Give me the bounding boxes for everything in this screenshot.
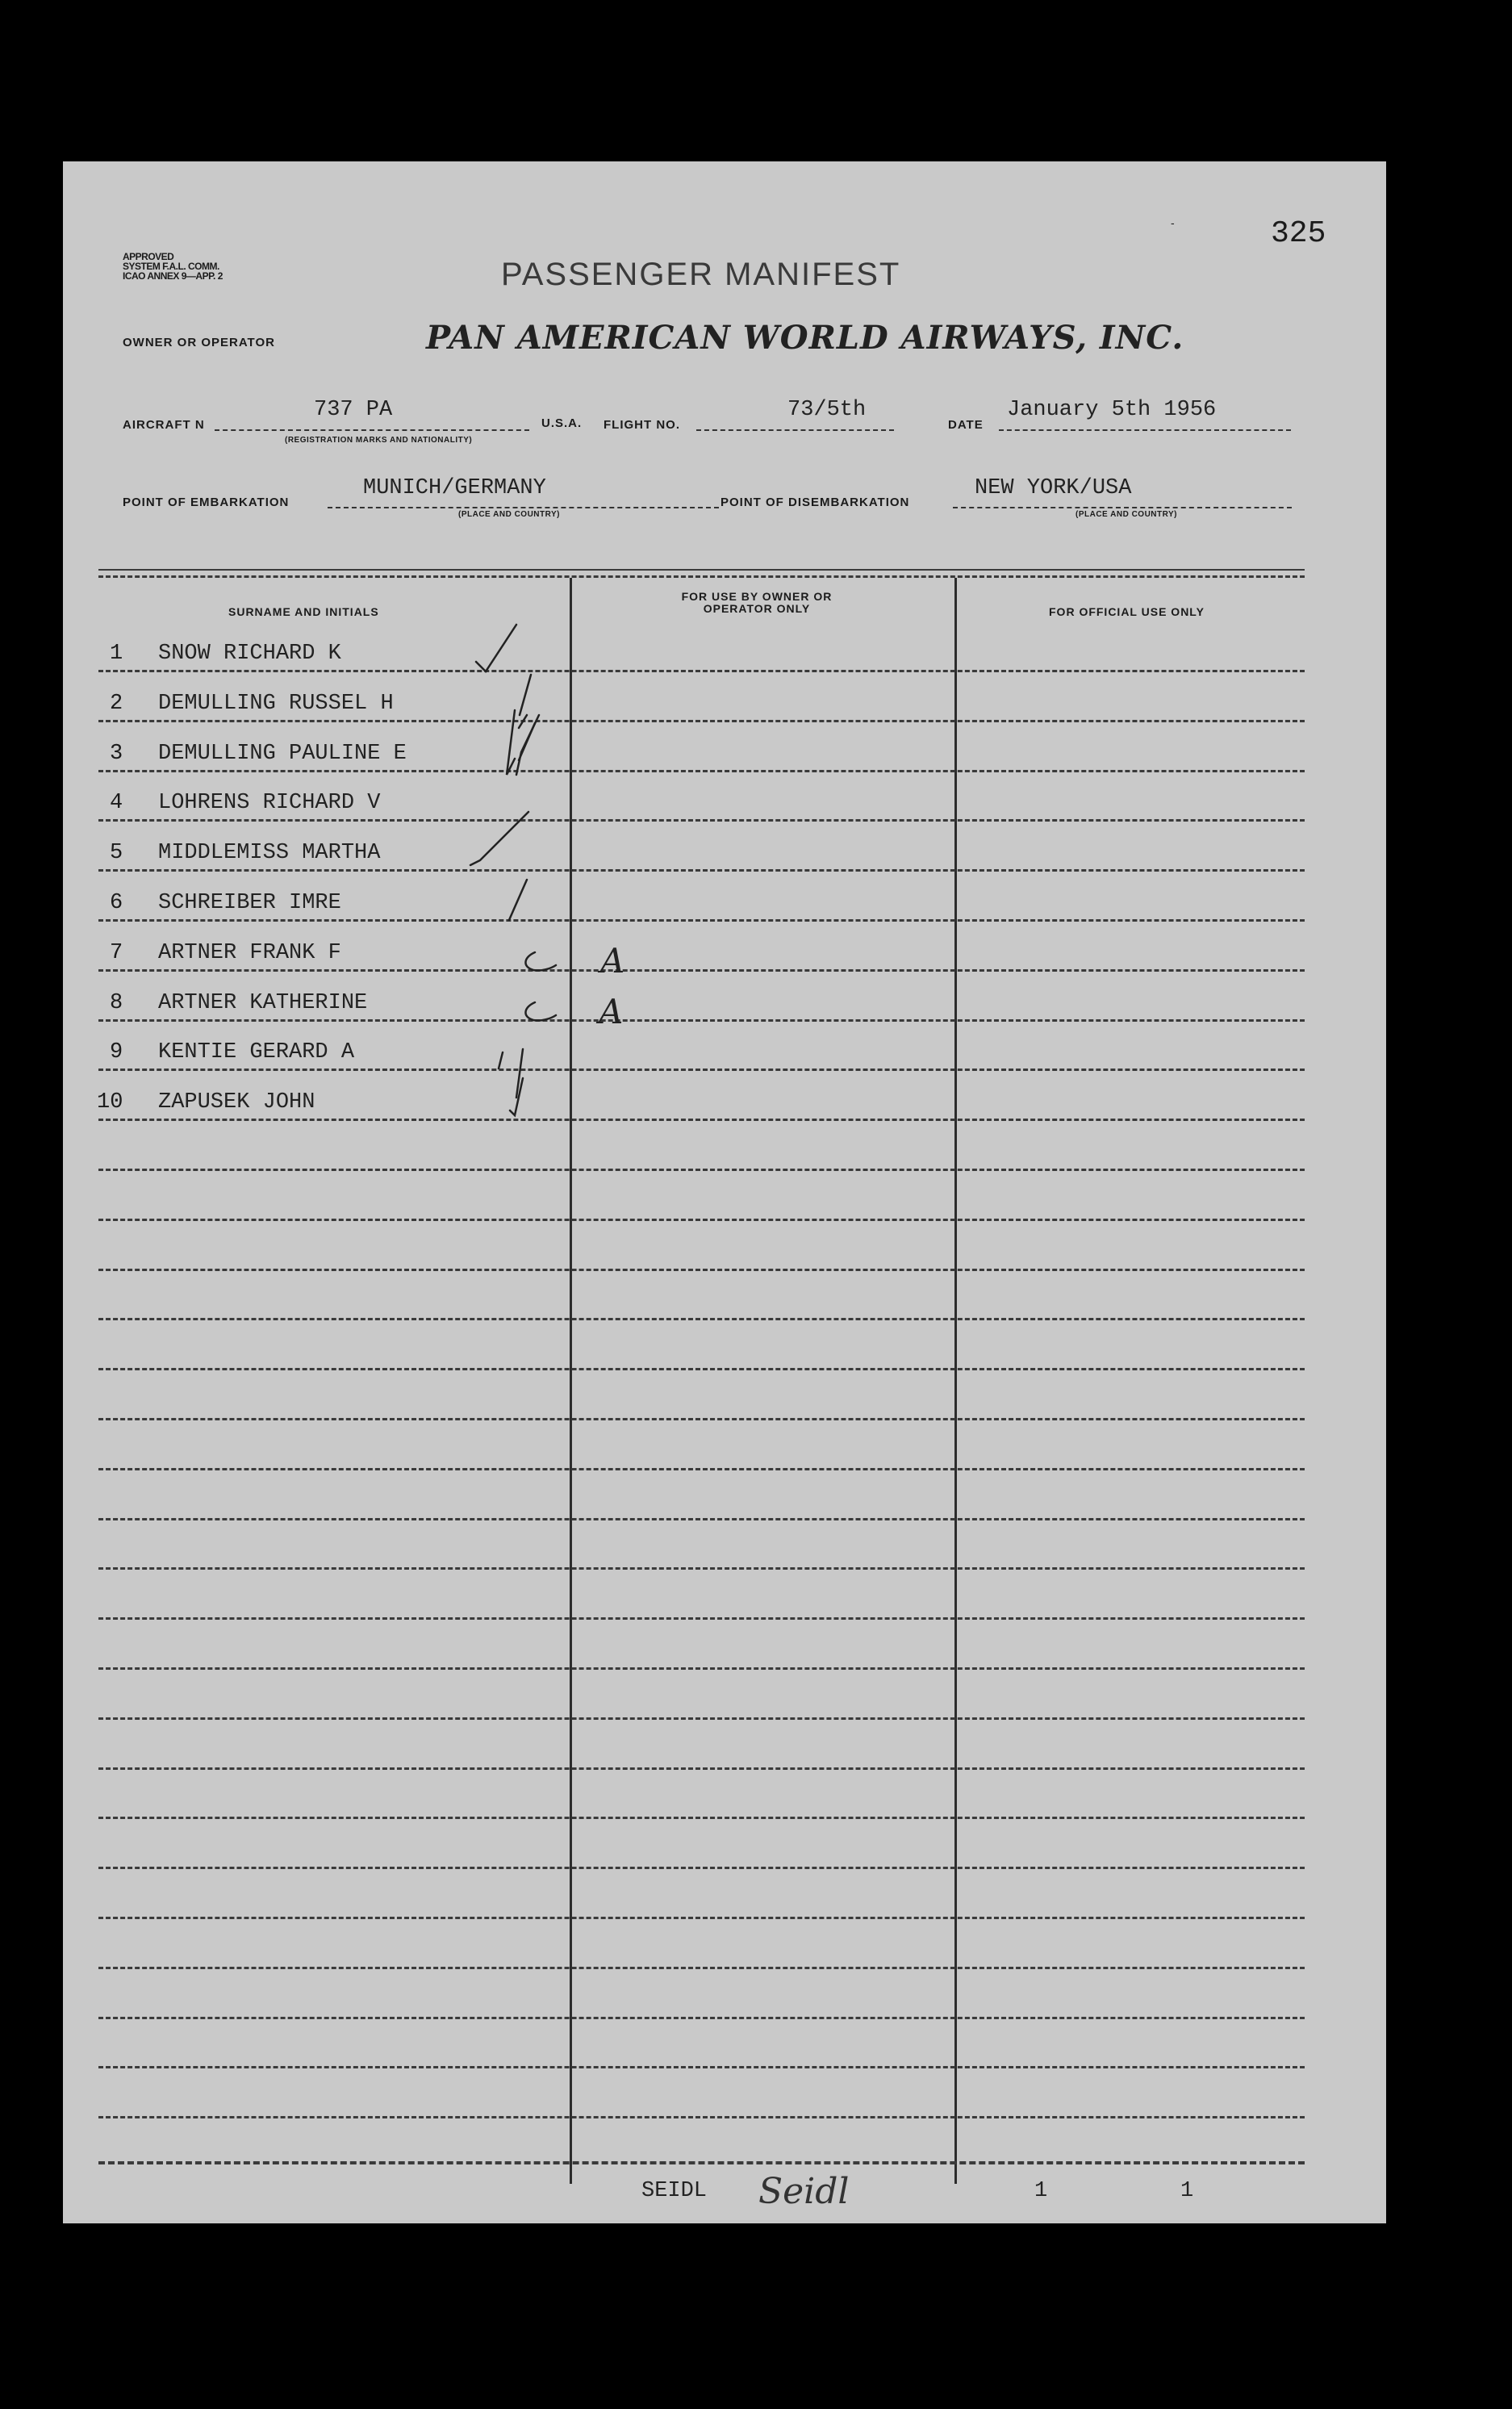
passenger-name: LOHRENS RICHARD V [158, 791, 381, 816]
passenger-name: MIDDLEMISS MARTHA [158, 841, 381, 866]
embark-label: POINT OF EMBARKATION [123, 496, 290, 509]
page-title: PASSENGER MANIFEST [501, 257, 901, 292]
passenger-name: SCHREIBER IMRE [158, 891, 341, 915]
col-surname-header: SURNAME AND INITIALS [228, 605, 379, 618]
check-mark-stroke [520, 675, 531, 715]
owner-value: PAN AMERICAN WORLD AIRWAYS, INC. [426, 319, 1184, 357]
date-value: January 5th 1956 [1007, 398, 1217, 422]
check-mark [499, 1052, 503, 1069]
disembark-caption: (PLACE AND COUNTRY) [1076, 510, 1177, 519]
passenger-number: 3 [110, 741, 123, 766]
passenger-number: 2 [110, 691, 123, 716]
passenger-number: 1 [110, 642, 123, 666]
corner-dash: - [1171, 216, 1175, 229]
owner-label: OWNER OR OPERATOR [123, 336, 275, 349]
passenger-number: 4 [110, 791, 123, 816]
usa-label: U.S.A. [541, 416, 583, 430]
handwritten-mark-a: A [599, 992, 624, 1031]
passenger-name: ZAPUSEK JOHN [158, 1090, 315, 1115]
embark-value: MUNICH/GERMANY [363, 476, 546, 500]
passenger-number: 7 [110, 940, 123, 965]
passenger-number: 10 [97, 1090, 123, 1115]
passenger-name: DEMULLING RUSSEL H [158, 691, 394, 716]
flight-value: 73/5th [787, 398, 867, 422]
passenger-name: SNOW RICHARD K [158, 642, 341, 666]
footer-count-2: 1 [1180, 2179, 1194, 2203]
passenger-name: ARTNER FRANK F [158, 940, 341, 965]
passenger-name: KENTIE GERARD A [158, 1040, 355, 1065]
flight-label: FLIGHT NO. [604, 418, 680, 432]
footer-signature: Seidl [758, 2171, 850, 2212]
check-mark-c [525, 952, 556, 971]
footer-count-1: 1 [1034, 2179, 1048, 2203]
aircraft-caption: (REGISTRATION MARKS AND NATIONALITY) [285, 436, 473, 445]
passenger-name: DEMULLING PAULINE E [158, 741, 407, 766]
col-official-use-header: FOR OFFICIAL USE ONLY [1049, 605, 1205, 618]
handwritten-mark-a: A [600, 941, 625, 981]
check-mark [476, 625, 516, 671]
approval-line: ICAO ANNEX 9—APP. 2 [123, 270, 223, 282]
page-number: 325 [1271, 216, 1326, 251]
check-mark [509, 880, 527, 920]
passenger-number: 5 [110, 841, 123, 866]
aircraft-label: AIRCRAFT N [123, 418, 205, 432]
col-owner-use-header: FOR USE BY OWNER OR OPERATOR ONLY [681, 590, 833, 615]
approval-line: SYSTEM F.A.L. COMM. [123, 261, 219, 272]
passenger-number: 8 [110, 990, 123, 1015]
passenger-name: ARTNER KATHERINE [158, 990, 368, 1015]
check-mark-stroke [507, 710, 515, 775]
passenger-number: 6 [110, 891, 123, 915]
footer-name: SEIDL [641, 2179, 708, 2203]
handwritten-marks [63, 161, 1386, 2223]
manifest-page [63, 161, 1386, 2223]
disembark-value: NEW YORK/USA [975, 476, 1132, 500]
check-mark [519, 723, 535, 760]
embark-caption: (PLACE AND COUNTRY) [458, 510, 560, 519]
disembark-label: POINT OF DISEMBARKATION [720, 496, 910, 509]
aircraft-value: 737 PA [314, 398, 393, 422]
approval-line: APPROVED [123, 251, 174, 262]
passenger-number: 9 [110, 1040, 123, 1065]
footer-rule [98, 2161, 1305, 2164]
check-mark [470, 812, 528, 865]
check-mark [519, 715, 527, 728]
date-label: DATE [948, 418, 984, 432]
check-mark-c [525, 1002, 556, 1021]
